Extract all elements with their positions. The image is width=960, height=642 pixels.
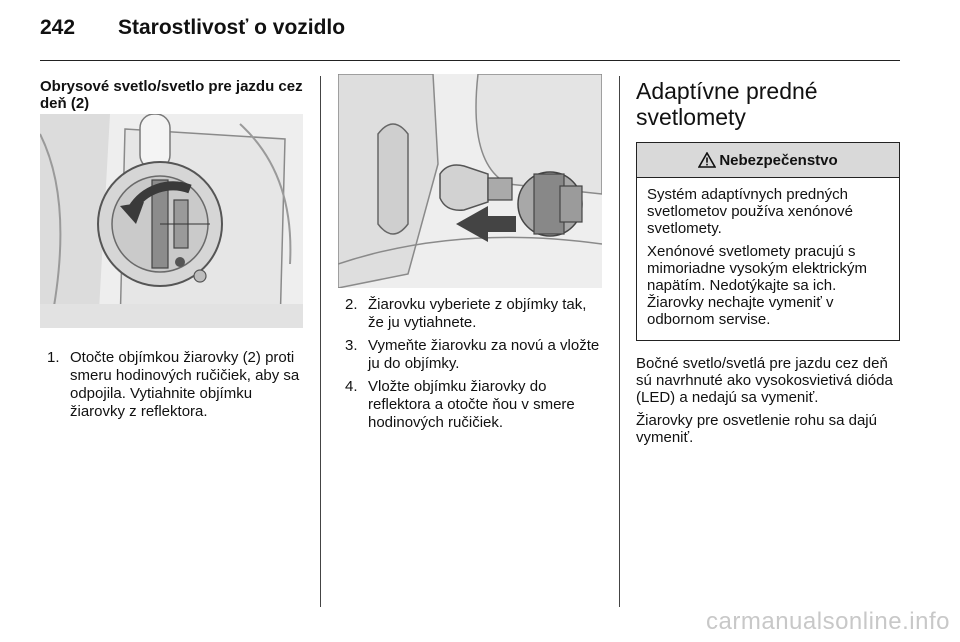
column-3 xyxy=(636,74,902,446)
body-paragraph: Bočné svetlo/svetlá pre jazdu cez deň sú navrhnuté ako vysokosvietivá dióda (LED) a nedajú sa vymeniť. xyxy=(636,355,893,406)
step-text: Vložte objímku žiarovky do reflektora a otočte ňou v smere hodinových ručičiek. xyxy=(368,378,575,431)
bulb-socket-illustration xyxy=(40,114,303,328)
step-number: 3. xyxy=(345,337,358,354)
step-text: Otočte objímkou žiarovky (2) proti smeru hodinových ručičiek, aby sa odpojila. Vytiahnite objímku žiarovky z reflektora. xyxy=(70,349,300,420)
warning-title: Nebezpečenstvo xyxy=(719,151,838,169)
column-1 xyxy=(40,74,306,426)
warning-triangle-icon xyxy=(698,152,716,168)
header-rule xyxy=(40,60,900,61)
section-heading: Adaptívne predné svetlomety xyxy=(636,78,818,130)
column-divider-2 xyxy=(619,76,620,607)
step-number: 1. xyxy=(47,349,60,366)
watermark: carmanualsonline.info xyxy=(706,608,950,635)
warning-body xyxy=(637,178,899,340)
list-item xyxy=(40,349,306,421)
step-text: Vymeňte žiarovku za novú a vložte ju do objímky. xyxy=(368,337,600,372)
warning-paragraph: Xenónové svetlomety pracujú s mimoriadne vysokým elektrickým napätím. Nedotýkajte sa ich. Žiarovky nechajte vymeniť v odbornom servise. xyxy=(647,243,868,328)
bulb-removal-illustration xyxy=(338,74,602,288)
column-divider-1 xyxy=(320,76,321,607)
chapter-title: Starostlivosť o vozidlo xyxy=(118,16,346,39)
body-paragraph: Žiarovky pre osvetlenie rohu sa dajú vymeniť. xyxy=(636,412,877,446)
list-item xyxy=(338,337,604,373)
page-header xyxy=(40,16,900,62)
warning-box xyxy=(636,142,900,341)
warning-paragraph: Systém adaptívnych predných svetlometov používa xenónové svetlomety. xyxy=(647,186,853,237)
warning-header xyxy=(637,143,899,178)
list-item xyxy=(338,378,604,432)
steps-list xyxy=(40,349,306,421)
column-2 xyxy=(338,74,604,437)
section-subheading: Obrysové svetlo/svetlo pre jazdu cez deň (2) xyxy=(40,78,303,112)
step-number: 2. xyxy=(345,296,358,313)
page-number: 242 xyxy=(40,16,76,39)
steps-list xyxy=(338,296,604,432)
list-item xyxy=(338,296,604,332)
step-number: 4. xyxy=(345,378,358,395)
step-text: Žiarovku vyberiete z objímky tak, že ju vytiahnete. xyxy=(368,296,587,331)
